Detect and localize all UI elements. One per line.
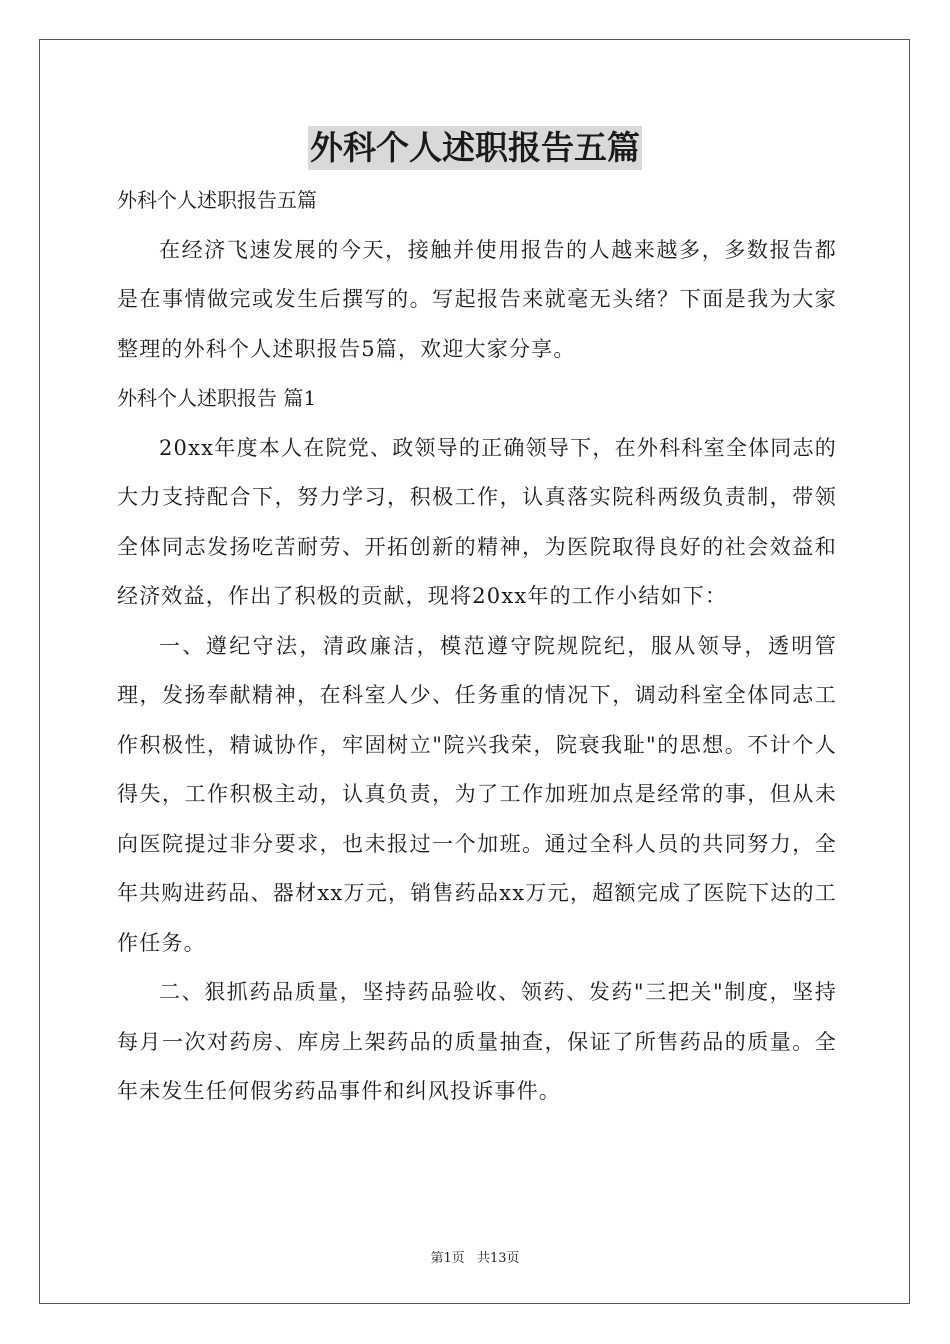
subtitle: 外科个人述职报告五篇 [117,188,317,212]
body-paragraph-3: 二、狠抓药品质量，坚持药品验收、领药、发药"三把关"制度，坚持每月一次对药房、库房上架药品的质量抽查，保证了所售药品的质量。全年未发生任何假劣药品事件和纠风投诉事件。 [117,980,837,1103]
section-heading: 外科个人述职报告 篇1 [117,386,317,410]
page-total: 共13页 [476,1251,520,1266]
page-number: 第1页 [430,1251,465,1266]
document-title-text: 外科个人述职报告五篇 [308,126,642,170]
body-paragraph-1: 20xx年度本人在院党、政领导的正确领导下，在外科科室全体同志的大力支持配合下，努力学习，积极工作，认真落实院科两级负责制，带领全体同志发扬吃苦耐劳、开拓创新的精神，为医院取得良好的社会效益和经济效益，作出了积极的贡献，现将20xx年的工作小结如下： [117,435,837,608]
intro-paragraph: 在经济飞速发展的今天，接触并使用报告的人越来越多，多数报告都是在事情做完或发生后撰写的。写起报告来就毫无头绪？下面是我为大家整理的外科个人述职报告5篇，欢迎大家分享。 [117,237,837,361]
page-footer [0,1247,950,1266]
document-body [117,176,837,1117]
body-paragraph-2: 一、遵纪守法，清政廉洁，模范遵守院规院纪，服从领导，透明管理，发扬奉献精神，在科室人少、任务重的情况下，调动科室全体同志工作积极性，精诚协作，牢固树立"院兴我荣，院衰我耻"的思想。不计个人得失，工作积极主动，认真负责，为了工作加班加点是经常的事，但从未向医院提过非分要求，也未报过一个加班。通过全科人员的共同努力，全年共购进药品、器材xx万元，销售药品xx万元，超额完成了医院下达的工作任务。 [117,633,837,955]
document-title [0,126,950,170]
